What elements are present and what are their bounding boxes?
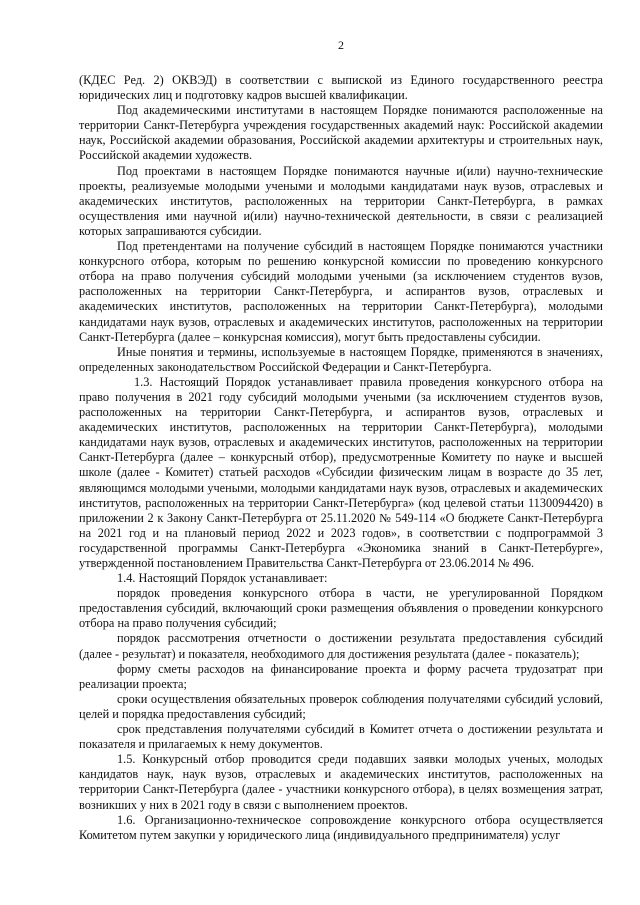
list-item-budget-form: форму сметы расходов на финансирование проекта и форму расчета трудозатрат при реализации проекта; [79,661,603,691]
paragraph-section-1-3: 1.3. Настоящий Порядок устанавливает правила проведения конкурсного отбора на право получения в 2021 году субсидий молодыми учеными (за исключением студентов вузов, расположенных на территории Санкт-Петербурга, и аспирантов вузов, отраслевых и академических институтов, расположенных на территории Санкт-Петербурга), молодыми кандидатами наук вузов, отраслевых и академических институтов, расположенных на территории Санкт-Петербурга (далее – конкурсный отбор), предусмотренные Комитету по науке и высшей школе (далее - Комитет) статьей расходов «Субсидии физическим лицам в возрасте до 35 лет, являющимся молодыми учеными, молодыми кандидатами наук вузов, отраслевых и академических институтов, расположенных на территории Санкт-Петербурга» (код целевой статьи 1130094420) в приложении 2 к Закону Санкт-Петербурга от 25.11.2020 № 549-114 «О бюджете Санкт-Петербурга на 2021 год и на плановый период 2022 и 2023 годов», в соответствии с подпрограммой 3 государственной программы Санкт-Петербурга «Экономика знаний в Санкт-Петербурге», утвержденной постановлением Правительства Санкт-Петербурга от 23.06.2014 № 496. [79,374,603,570]
paragraph-section-1-4: 1.4. Настоящий Порядок устанавливает: [117,571,328,586]
list-item-selection-procedure: порядок проведения конкурсного отбора в части, не урегулированной Порядком предоставления субсидий, включающий сроки размещения объявления о проведении конкурсного отбора на право получения субсидий; [79,586,603,631]
paragraph-kdes-continuation: (КДЕС Ред. 2) ОКВЭД) в соответствии с выпиской из Единого государственного реестра юридических лиц и подготовку кадров высшей квалификации. [79,73,603,103]
paragraph-academic-institutes: Под академическими институтами в настоящем Порядке понимаются расположенные на территории Санкт-Петербурга учреждения государственных академий наук: Российской академии наук, Российской академии образования, Российской академии архитектуры и строительных наук, Российской академии художеств. [79,103,603,163]
document-body [79,73,603,843]
list-item-inspection-terms: сроки осуществления обязательных проверок соблюдения получателями субсидий условий, целей и порядка предоставления субсидий; [79,691,603,721]
paragraph-section-1-6: 1.6. Организационно-техническое сопровождение конкурсного отбора осуществляется Комитетом путем закупки у юридического лица (индивидуального предпринимателя) услуг [79,812,603,842]
paragraph-other-terms: Иные понятия и термины, используемые в настоящем Порядке, применяются в значениях, определенных законодательством Российской Федерации и Санкт-Петербурга. [79,344,603,374]
page-number: 2 [338,38,344,52]
paragraph-section-1-5: 1.5. Конкурсный отбор проводится среди подавших заявки молодых ученых, молодых кандидатов наук, наук вузов, отраслевых и академических институтов, расположенных на территории Санкт-Петербурга (далее - участники конкурсного отбора), в целях возмещения затрат, возникших у них в 2021 году в связи с выполнением проектов. [79,752,603,812]
paragraph-applicants-definition: Под претендентами на получение субсидий в настоящем Порядке понимаются участники конкурсного отбора, которым по решению конкурсной комиссии по проведению конкурсного отбора на право получения субсидий молодыми учеными (за исключением студентов вузов, расположенных на территории Санкт-Петербурга, и аспирантов вузов, отраслевых и академических институтов, расположенных на территории Санкт-Петербурга), молодыми кандидатами наук вузов, отраслевых и академических институтов, расположенных на территории Санкт-Петербурга (далее – конкурсная комиссия), могут быть предоставлены субсидии. [79,239,603,344]
list-item-reporting-procedure: порядок рассмотрения отчетности о достижении результата предоставления субсидий (далее - результат) и показателя, необходимого для достижения результата (далее - показатель); [79,631,603,661]
paragraph-projects-definition: Под проектами в настоящем Порядке понимаются научные и(или) научно-технические проекты, реализуемые молодыми учеными и молодыми кандидатами наук вузов, отраслевых и академических институтов, расположенных на территории Санкт-Петербурга, в рамках осуществления ими научной и(или) научно-технической деятельности, в связи с реализацией которых запрашиваются субсидии. [79,163,603,238]
list-item-report-deadline: срок представления получателями субсидий в Комитет отчета о достижении результата и показателя и прилагаемых к нему документов. [79,722,603,752]
